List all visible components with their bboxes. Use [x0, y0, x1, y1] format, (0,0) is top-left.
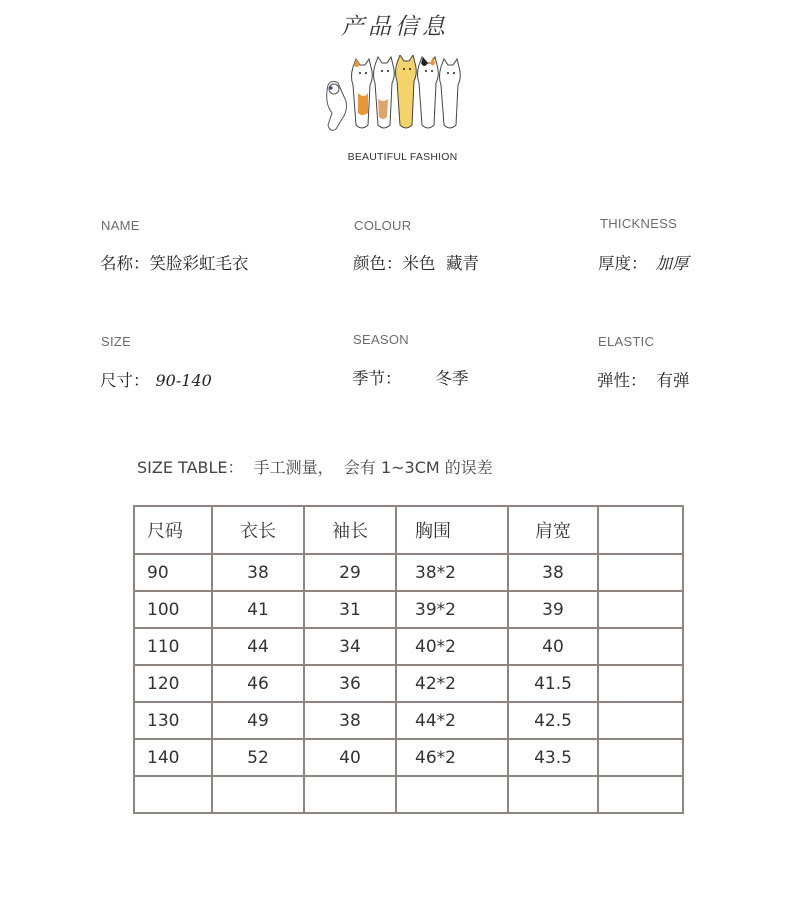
- table-cell: [598, 628, 683, 665]
- table-header-cell: 尺码: [134, 506, 212, 554]
- table-cell: 52: [212, 739, 304, 776]
- table-cell: 44: [212, 628, 304, 665]
- table-row: [134, 628, 683, 665]
- table-header-row: [134, 506, 683, 554]
- table-cell: 140: [134, 739, 212, 776]
- table-header-cell: 衣长: [212, 506, 304, 554]
- table-cell: [508, 776, 598, 813]
- colour-value: 颜色：米色 藏青: [353, 254, 479, 273]
- size-label: SIZE: [101, 334, 132, 349]
- table-cell: 38: [508, 554, 598, 591]
- table-header-cell: 肩宽: [508, 506, 598, 554]
- table-cell: 100: [134, 591, 212, 628]
- size-table-heading: SIZE TABLE： 手工测量， 会有 1~3CM 的误差: [137, 458, 493, 477]
- brand-name: BEAUTIFUL FASHION: [347, 151, 458, 163]
- table-cell: [598, 665, 683, 702]
- table-cell: [598, 591, 683, 628]
- table-cell: 38*2: [396, 554, 508, 591]
- table-cell: [598, 702, 683, 739]
- table-row: [134, 702, 683, 739]
- table-cell: 31: [304, 591, 396, 628]
- table-cell: [304, 776, 396, 813]
- elastic-label: ELASTIC: [598, 334, 655, 349]
- table-cell: [134, 776, 212, 813]
- table-cell: 34: [304, 628, 396, 665]
- name-label: NAME: [101, 218, 140, 233]
- table-row: [134, 554, 683, 591]
- table-cell: 44*2: [396, 702, 508, 739]
- thickness-label: THICKNESS: [600, 216, 678, 231]
- elastic-value: 弹性： 有弹: [597, 371, 690, 390]
- table-cell: 42.5: [508, 702, 598, 739]
- table-cell: [212, 776, 304, 813]
- table-cell: 46: [212, 665, 304, 702]
- table-cell: 40*2: [396, 628, 508, 665]
- table-cell: 46*2: [396, 739, 508, 776]
- table-header-cell: 胸围: [396, 506, 508, 554]
- season-value: 季节： 冬季: [352, 369, 469, 388]
- table-cell: 49: [212, 702, 304, 739]
- table-header-cell: 袖长: [304, 506, 396, 554]
- season-label: SEASON: [353, 332, 409, 347]
- table-cell: 110: [134, 628, 212, 665]
- table-cell: 41: [212, 591, 304, 628]
- colour-label: COLOUR: [354, 218, 412, 233]
- table-cell: [598, 739, 683, 776]
- table-cell: [396, 776, 508, 813]
- table-cell: [598, 554, 683, 591]
- table-cell: 29: [304, 554, 396, 591]
- table-cell: 130: [134, 702, 212, 739]
- table-cell: 38: [212, 554, 304, 591]
- table-cell: 39: [508, 591, 598, 628]
- table-cell: [598, 776, 683, 813]
- table-cell: 42*2: [396, 665, 508, 702]
- thickness-value: 厚度： 加厚: [598, 254, 689, 273]
- table-row: [134, 739, 683, 776]
- name-value: 名称：笑脸彩虹毛衣: [100, 254, 249, 273]
- table-row: [134, 591, 683, 628]
- table-cell: 120: [134, 665, 212, 702]
- cats-logo: [318, 55, 468, 150]
- size-value: 尺寸： 90-140: [100, 371, 212, 390]
- table-cell: 36: [304, 665, 396, 702]
- table-cell: 41.5: [508, 665, 598, 702]
- table-row: [134, 665, 683, 702]
- table-cell: 39*2: [396, 591, 508, 628]
- size-table: [133, 505, 684, 814]
- table-cell: 40: [304, 739, 396, 776]
- table-cell: 90: [134, 554, 212, 591]
- table-cell: 38: [304, 702, 396, 739]
- table-cell: 40: [508, 628, 598, 665]
- table-cell: 43.5: [508, 739, 598, 776]
- table-row: [134, 776, 683, 813]
- table-header-cell: [598, 506, 683, 554]
- page-title: 产品信息: [341, 14, 449, 40]
